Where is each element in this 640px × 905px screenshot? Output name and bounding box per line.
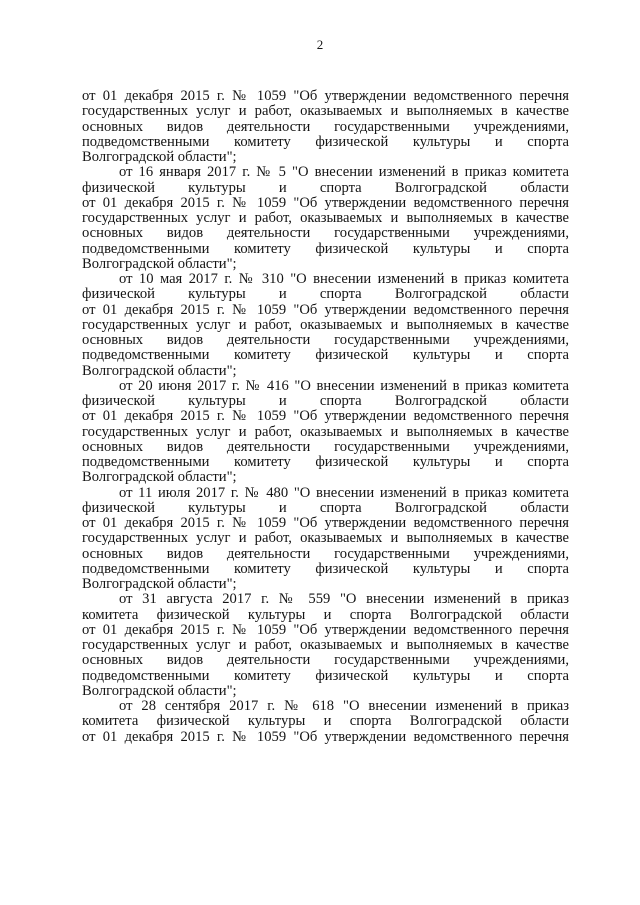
text-line: основных видов деятельности государственными учреждениями, xyxy=(82,652,569,669)
text-line: Волгоградской области"; xyxy=(82,362,237,379)
text-line: государственных услуг и работ, оказываемых и выполняемых в качестве xyxy=(82,316,569,333)
text-line: государственных услуг и работ, оказываемых и выполняемых в качестве xyxy=(82,530,569,547)
text-line: государственных услуг и работ, оказываемых и выполняемых в качестве xyxy=(82,637,569,653)
text-line: физической культуры и спорта Волгоградской области xyxy=(82,393,569,409)
text-line: от 01 декабря 2015 г. № 1059 "Об утверждении ведомственного перечня xyxy=(82,301,569,318)
text-line: от 01 декабря 2015 г. № 1059 "Об утверждении ведомственного перечня xyxy=(82,621,569,638)
text-line: подведомственными комитету физической культуры и спорта xyxy=(82,133,569,150)
text-line: основных видов деятельности государственными учреждениями, xyxy=(82,225,569,242)
paragraph xyxy=(82,272,569,379)
text-line: от 11 июля 2017 г. № 480 "О внесении изменений в приказ комитета xyxy=(119,484,569,501)
text-line: Волгоградской области"; xyxy=(82,576,237,592)
paragraph xyxy=(82,89,569,165)
text-line: Волгоградской области"; xyxy=(82,469,237,486)
text-line: подведомственными комитету физической культуры и спорта xyxy=(82,347,569,364)
text-line: Волгоградской области"; xyxy=(82,682,237,699)
text-line: Волгоградской области"; xyxy=(82,149,237,165)
text-line: от 20 июня 2017 г. № 416 "О внесении изменений в приказ комитета xyxy=(119,377,569,394)
text-line: физической культуры и спорта Волгоградской области xyxy=(82,179,569,196)
text-line: подведомственными комитету физической культуры и спорта xyxy=(82,454,569,470)
text-line: основных видов деятельности государственными учреждениями, xyxy=(82,545,569,562)
text-line: основных видов деятельности государственными учреждениями, xyxy=(82,332,569,348)
text-line: основных видов деятельности государственными учреждениями, xyxy=(82,438,569,455)
text-line: от 10 мая 2017 г. № 310 "О внесении изменений в приказ комитета xyxy=(119,271,569,287)
text-line: от 01 декабря 2015 г. № 1059 "Об утверждении ведомственного перечня xyxy=(82,408,569,425)
text-line: подведомственными комитету физической культуры и спорта xyxy=(82,667,569,684)
text-line: от 01 декабря 2015 г. № 1059 "Об утверждении ведомственного перечня xyxy=(82,515,569,531)
text-line: Волгоградской области"; xyxy=(82,255,237,272)
text-line: государственных услуг и работ, оказываемых и выполняемых в качестве xyxy=(82,423,569,440)
text-line: от 28 сентября 2017 г. № 618 "О внесении изменений в приказ xyxy=(119,698,569,714)
text-line: от 01 декабря 2015 г. № 1059 "Об утверждении ведомственного перечня xyxy=(82,728,569,745)
page-number: 2 xyxy=(316,37,324,52)
text-line: государственных услуг и работ, оказываемых и выполняемых в качестве xyxy=(82,210,569,226)
text-line: основных видов деятельности государственными учреждениями, xyxy=(82,118,569,135)
text-line: комитета физической культуры и спорта Волгоградской области xyxy=(82,606,569,623)
text-line: от 16 января 2017 г. № 5 "О внесении изменений в приказ комитета xyxy=(119,164,569,181)
text-line: государственных услуг и работ, оказываемых и выполняемых в качестве xyxy=(82,103,569,120)
text-line: физической культуры и спорта Волгоградской области xyxy=(82,286,569,303)
paragraph xyxy=(82,379,569,486)
paragraph xyxy=(82,486,569,593)
text-line: от 01 декабря 2015 г. № 1059 "Об утверждении ведомственного перечня xyxy=(82,194,569,211)
text-line: от 31 августа 2017 г. № 559 "О внесении изменений в приказ xyxy=(119,591,569,608)
text-line: подведомственными комитету физической культуры и спорта xyxy=(82,560,569,577)
paragraph xyxy=(82,699,569,745)
text-line: от 01 декабря 2015 г. № 1059 "Об утверждении ведомственного перечня xyxy=(82,88,569,104)
text-line: комитета физической культуры и спорта Волгоградской области xyxy=(82,713,569,730)
text-line: физической культуры и спорта Волгоградской области xyxy=(82,499,569,516)
paragraph xyxy=(82,165,569,272)
document-body xyxy=(82,89,569,745)
paragraph xyxy=(82,592,569,699)
text-line: подведомственными комитету физической культуры и спорта xyxy=(82,240,569,257)
